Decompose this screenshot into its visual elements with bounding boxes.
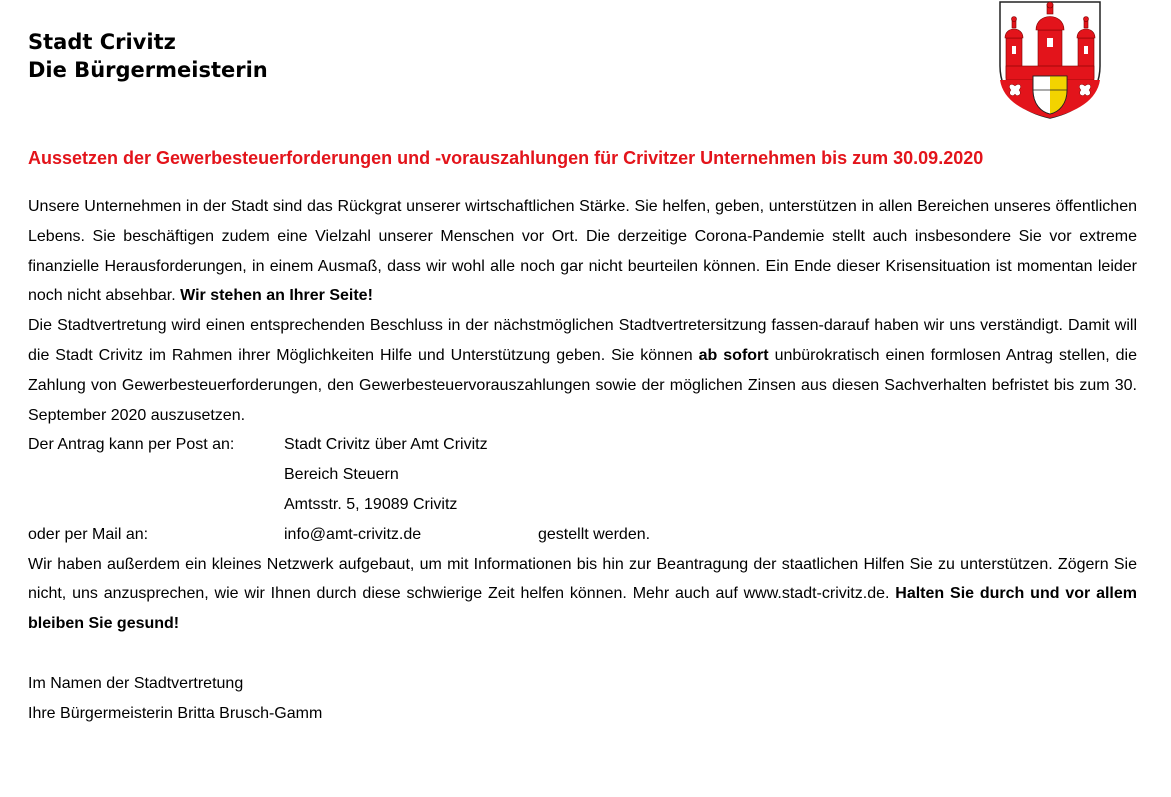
mail-suffix: gestellt werden.: [538, 525, 651, 543]
post-label: Der Antrag kann per Post an:: [28, 436, 235, 454]
mail-label: oder per Mail an:: [28, 525, 149, 543]
address-row-3: [28, 490, 1137, 520]
letter-body: [28, 192, 1137, 728]
paragraph-resolution: Die Stadtvertretung wird einen entsprechenden Beschluss in der nächstmöglichen Stadtvertretersitzung fassen-darauf haben wir uns verständigt. Damit will die Stadt Crivitz im Rahmen ihrer Möglichkeiten Hilfe und Unterstützung geben. Sie können ab sofort unbürokratisch einen formlosen Antrag stellen, die Zahlung von Gewerbesteuerforderungen, den Gewerbesteuervorauszahlungen sowie der möglichen Zinsen aus diesen Sachverhalten befristet bis zum 30. September 2020 auszusetzen.: [28, 317, 1138, 424]
sender-role: Die Bürgermeisterin: [28, 58, 268, 82]
email-address: info@amt-crivitz.de: [284, 525, 422, 543]
address-line-3: Amtsstr. 5, 19089 Crivitz: [284, 495, 458, 513]
address-line-2: Bereich Steuern: [284, 466, 399, 484]
paragraph-intro: Unsere Unternehmen in der Stadt sind das Rückgrat unserer wirtschaftlichen Stärke. Sie helfen, geben, unterstützen in allen Bereichen unseres öffentlichen Lebens. Sie beschäftigen zudem eine Vielzahl unserer Menschen vor Ort. Die derzeitige Corona-Pandemie stellt auch insbesondere Sie vor extreme finanzielle Herausforderungen, in einem Ausmaß, dass wir wohl alle noch gar nicht beurteilen können. Ein Ende dieser Krisensituation ist momentan leider noch nicht absehbar. Wir stehen an Ihrer Seite!: [28, 198, 1137, 305]
closing-line-1: Im Namen der Stadtvertretung: [28, 674, 244, 692]
address-row-2: [28, 460, 1137, 490]
town-coat-of-arms-icon: [997, 0, 1103, 120]
sender-town: Stadt Crivitz: [28, 30, 176, 54]
paragraph-network: Wir haben außerdem ein kleines Netzwerk aufgebaut, um mit Informationen bis hin zur Beantragung der staatlichen Hilfen Sie zu unterstützen. Zögern Sie nicht, uns anzusprechen, wie wir Ihnen durch diese schwierige Zeit helfen können. Mehr auch auf www.stadt-crivitz.de. Halten Sie durch und vor allem bleiben Sie gesund!: [28, 555, 1138, 633]
support-statement: Wir stehen an Ihrer Seite!: [180, 287, 373, 305]
address-row-post: [28, 430, 1137, 460]
signature-line: Ihre Bürgermeisterin Britta Brusch-Gamm: [28, 704, 323, 722]
immediate-emphasis: ab sofort: [698, 346, 769, 364]
closing-wish: Halten Sie durch und vor allem bleiben Sie gesund!: [28, 585, 1138, 633]
headline: Aussetzen der Gewerbesteuerforderungen und -vorauszahlungen für Crivitzer Unternehmen bis zum 30.09.2020: [28, 148, 984, 168]
address-row-mail: [28, 520, 1137, 550]
letter-header: [28, 28, 268, 84]
address-line-1: Stadt Crivitz über Amt Crivitz: [284, 436, 488, 454]
